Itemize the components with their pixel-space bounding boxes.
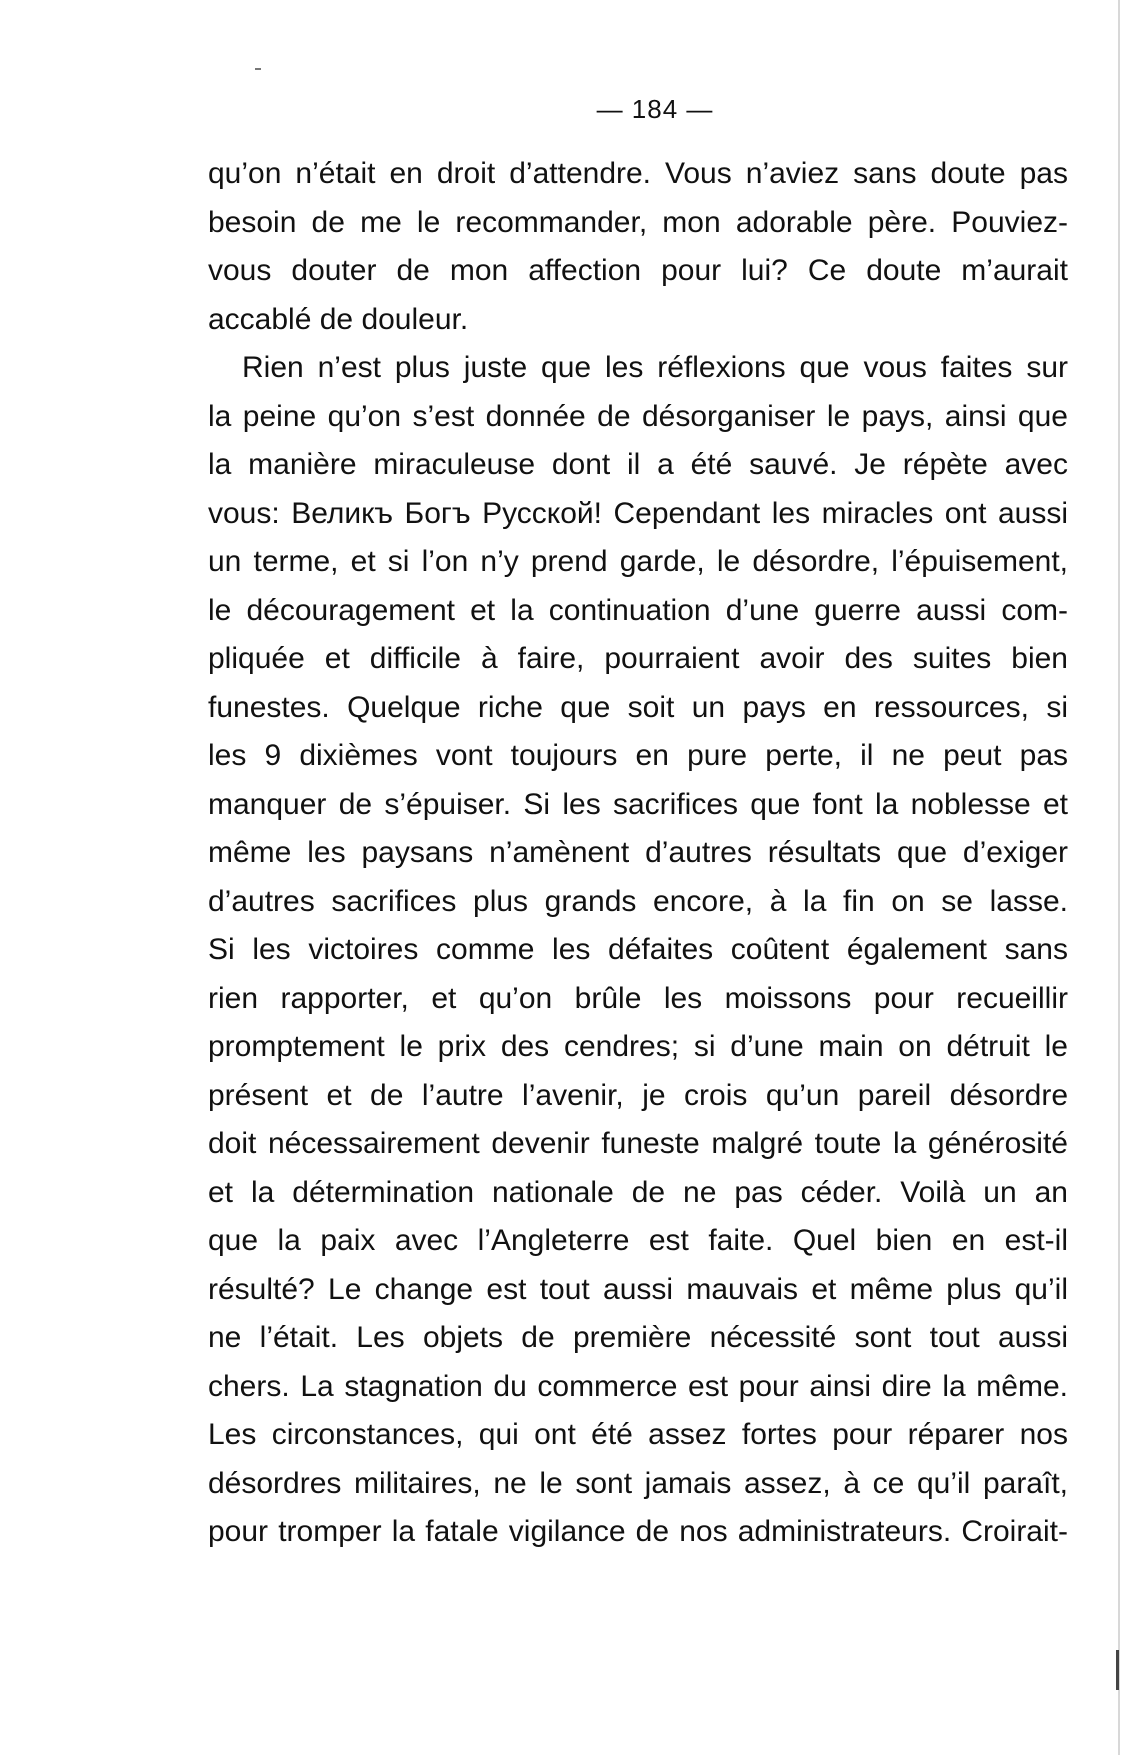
print-speck [255, 68, 261, 70]
text-line: les 9 dixièmes vont toujours en pure perte, il ne peut pas [208, 739, 1068, 772]
text-line: chers. La stagnation du commerce est pour ainsi dire la même. [208, 1369, 1068, 1403]
text-line: Rien n’est plus juste que les réflexions que vous faites sur [242, 351, 1068, 384]
text-line: rien rapporter, et qu’on brûle les moissons pour recueillir [208, 981, 1068, 1015]
text-line: vous douter de mon affection pour lui? Ce doute m’aurait [208, 254, 1068, 287]
text-line: accablé de douleur. [208, 302, 469, 336]
text-line: besoin de me le recommander, mon adorable père. Pouviez- [208, 205, 1068, 239]
text-line: ne l’était. Les objets de première nécessité sont tout aussi [208, 1321, 1068, 1354]
text-line: résulté? Le change est tout aussi mauvais et même plus qu’il [208, 1272, 1068, 1306]
text-line: funestes. Quelque riche que soit un pays en ressources, si [208, 690, 1068, 724]
text-line: présent et de l’autre l’avenir, je crois qu’un pareil désordre [208, 1078, 1068, 1112]
page-edge-mark [1116, 1650, 1119, 1690]
text-line: désordres militaires, ne le sont jamais assez, à ce qu’il paraît, [208, 1466, 1068, 1500]
text-line: un terme, et si l’on n’y prend garde, le désordre, l’épuisement, [208, 545, 1068, 578]
text-line: qu’on n’était en droit d’attendre. Vous n’aviez sans doute pas [208, 157, 1068, 190]
text-line: et la détermination nationale de ne pas céder. Voilà un an [208, 1175, 1068, 1209]
text-line: que la paix avec l’Angleterre est faite. Quel bien en est-il [208, 1224, 1068, 1257]
text-line: promptement le prix des cendres; si d’une main on détruit le [208, 1030, 1068, 1063]
text-line: le découragement et la continuation d’une guerre aussi com- [208, 593, 1068, 627]
text-line: vous: Великъ Богъ Русской! Cependant les miracles ont aussi [208, 496, 1068, 530]
page-edge-line [1118, 0, 1120, 1755]
text-line: pour tromper la fatale vigilance de nos administrateurs. Croirait- [208, 1515, 1068, 1548]
text-line: même les paysans n’amènent d’autres résultats que d’exiger [208, 836, 1068, 869]
text-line: doit nécessairement devenir funeste malgré toute la générosité [208, 1127, 1068, 1160]
text-line: manquer de s’épuiser. Si les sacrifices que font la noblesse et [208, 787, 1068, 821]
text-line: Si les victoires comme les défaites coûtent également sans [208, 933, 1068, 966]
text-line: pliquée et difficile à faire, pourraient avoir des suites bien [208, 642, 1068, 675]
text-line: la peine qu’on s’est donnée de désorganiser le pays, ainsi que [208, 399, 1068, 433]
text-line: la manière miraculeuse dont il a été sauvé. Je répète avec [208, 448, 1068, 481]
body-text [208, 150, 1068, 1557]
text-line: d’autres sacrifices plus grands encore, à la fin on se lasse. [208, 884, 1068, 918]
page-number: — 184 — [596, 94, 714, 124]
text-line: Les circonstances, qui ont été assez fortes pour réparer nos [208, 1418, 1068, 1451]
